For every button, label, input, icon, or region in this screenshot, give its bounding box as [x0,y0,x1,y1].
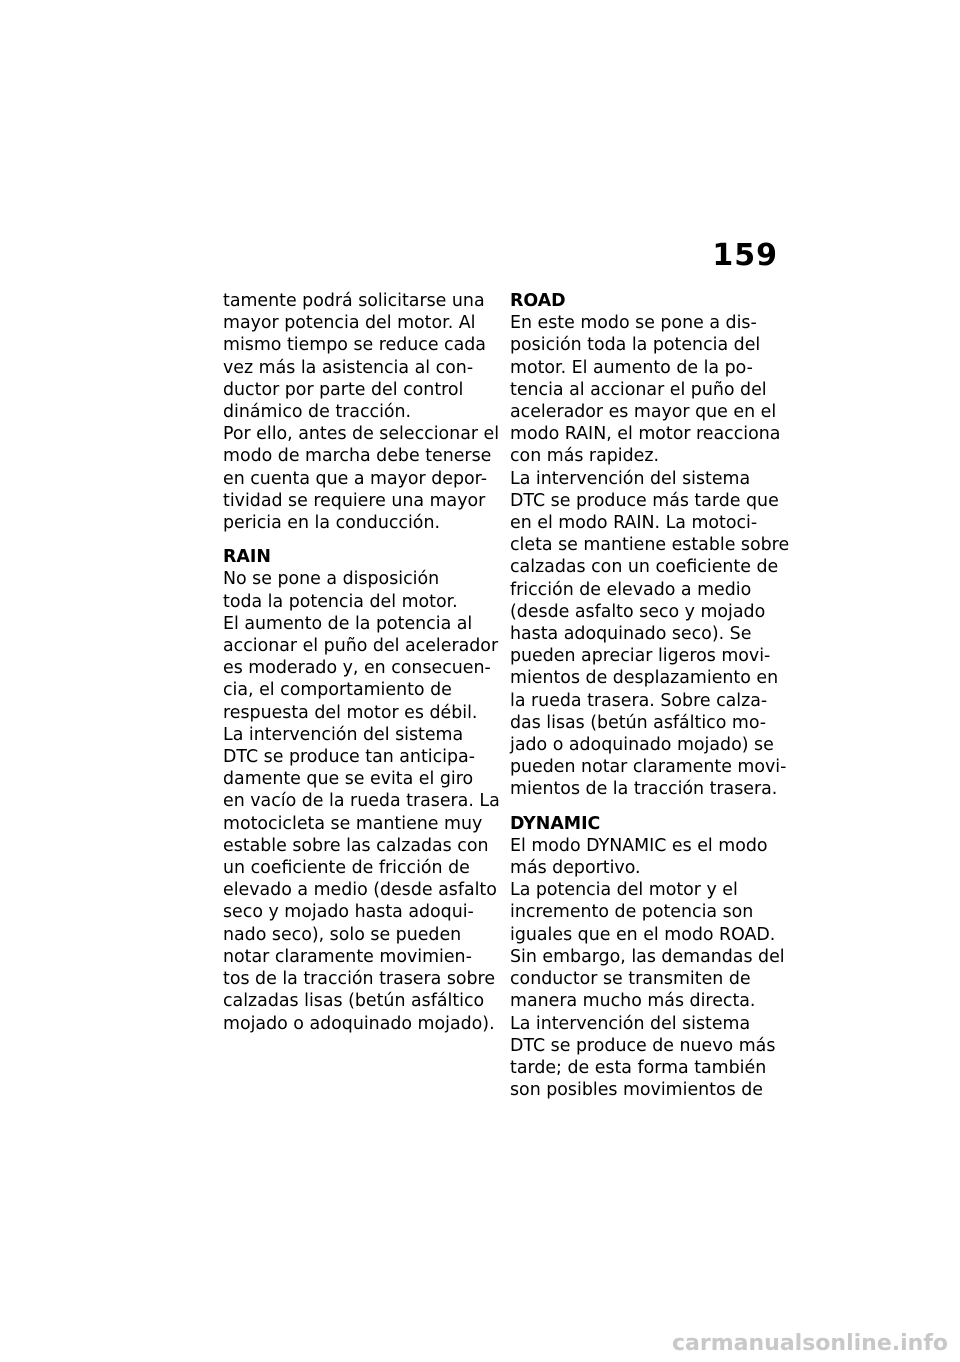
text-line: tarde; de esta forma también [510,1057,767,1078]
text-line: elevado a medio (desde asfalto [223,880,497,901]
text-line: hasta adoquinado seco). Se [510,624,752,645]
section-heading: DYNAMIC [510,813,601,834]
text-line: dinámico de tracción. [223,402,412,423]
text-line: en cuenta que a mayor depor- [223,468,487,489]
text-line: vez más la asistencia al con- [223,357,474,378]
text-line: incremento de potencia son [510,902,754,923]
text-line: acelerador es mayor que en el [510,402,777,423]
section-heading: RAIN [223,547,271,568]
text-line: con más rapidez. [510,446,660,467]
text-line: La intervención del sistema [510,1013,751,1034]
text-line: La intervención del sistema [223,724,464,745]
text-line: tos de la tracción trasera sobre [223,969,496,990]
text-line: respuesta del motor es débil. [223,702,478,723]
text-line: ductor por parte del control [223,379,464,400]
text-line: El aumento de la potencia al [223,613,473,634]
text-line: iguales que en el modo ROAD. [510,924,776,945]
text-line: fricción de elevado a medio [510,579,752,600]
section-heading: ROAD [510,291,566,311]
text-line: motocicleta se mantiene muy [223,813,483,834]
text-line: más deportivo. [510,858,641,879]
text-line: en vacío de la rueda trasera. La [223,791,500,812]
section-gap [223,534,491,546]
text-line: tencia al accionar el puño del [510,379,767,400]
text-line: La potencia del motor y el [510,880,738,901]
text-line: motor. El aumento de la po- [510,357,753,378]
text-line: damente que se evita el giro [223,769,474,790]
text-line: modo RAIN, el motor reacciona [510,424,781,445]
text-line: tamente podrá solicitarse una [223,291,485,311]
left-column [223,290,500,1035]
text-line: Por ello, antes de seleccionar el [223,424,500,445]
text-line: notar claramente movimien- [223,946,472,967]
text-line: pericia en la conducción. [223,513,440,534]
text-line: calzadas con un coeficiente de [510,557,779,578]
watermark: carmanualsonline.info [672,1331,948,1356]
text-line: pueden apreciar ligeros movi- [510,646,771,667]
text-line: toda la potencia del motor. [223,591,458,612]
text-line: manera mucho más directa. [510,991,756,1012]
text-line: es moderado y, en consecuen- [223,658,491,679]
text-line: mayor potencia del motor. Al [223,313,476,334]
section-gap [510,801,778,813]
text-line: mientos de la tracción trasera. [510,779,778,800]
text-line: accionar el puño del acelerador [223,636,499,657]
text-line: nado seco), solo se pueden [223,924,462,945]
text-line: El modo DYNAMIC es el modo [510,835,768,856]
text-line: un coeficiente de fricción de [223,858,470,879]
text-line: DTC se produce tan anticipa- [223,747,475,768]
text-line: pueden notar claramente movi- [510,757,787,778]
text-line: En este modo se pone a dis- [510,313,757,334]
text-line: son posibles movimientos de [510,1080,763,1101]
text-line: cleta se mantiene estable sobre [510,535,790,556]
text-line: calzadas lisas (betún asfáltico [223,991,485,1012]
text-line: la rueda trasera. Sobre calza- [510,690,768,711]
right-column [510,290,790,1101]
text-line: conductor se transmiten de [510,969,751,990]
text-line: seco y mojado hasta adoqui- [223,902,474,923]
text-line: en el modo RAIN. La motoci- [510,513,758,534]
text-line: das lisas (betún asfáltico mo- [510,712,767,733]
text-line: posición toda la potencia del [510,335,761,356]
text-line: estable sobre las calzadas con [223,835,489,856]
text-line: Sin embargo, las demandas del [510,946,785,967]
page-number: 159 [712,238,778,273]
text-line: modo de marcha debe tenerse [223,446,492,467]
text-line: DTC se produce más tarde que [510,490,779,511]
text-line: La intervención del sistema [510,468,751,489]
text-line: mismo tiempo se reduce cada [223,335,486,356]
text-line: jado o adoquinado mojado) se [510,735,774,756]
text-line: mojado o adoquinado mojado). [223,1013,495,1034]
text-line: cia, el comportamiento de [223,680,452,701]
text-line: mientos de desplazamiento en [510,668,779,689]
text-line: DTC se produce de nuevo más [510,1035,776,1056]
text-line: No se pone a disposición [223,569,440,590]
text-line: tividad se requiere una mayor [223,490,486,511]
text-line: (desde asfalto seco y mojado [510,601,766,622]
